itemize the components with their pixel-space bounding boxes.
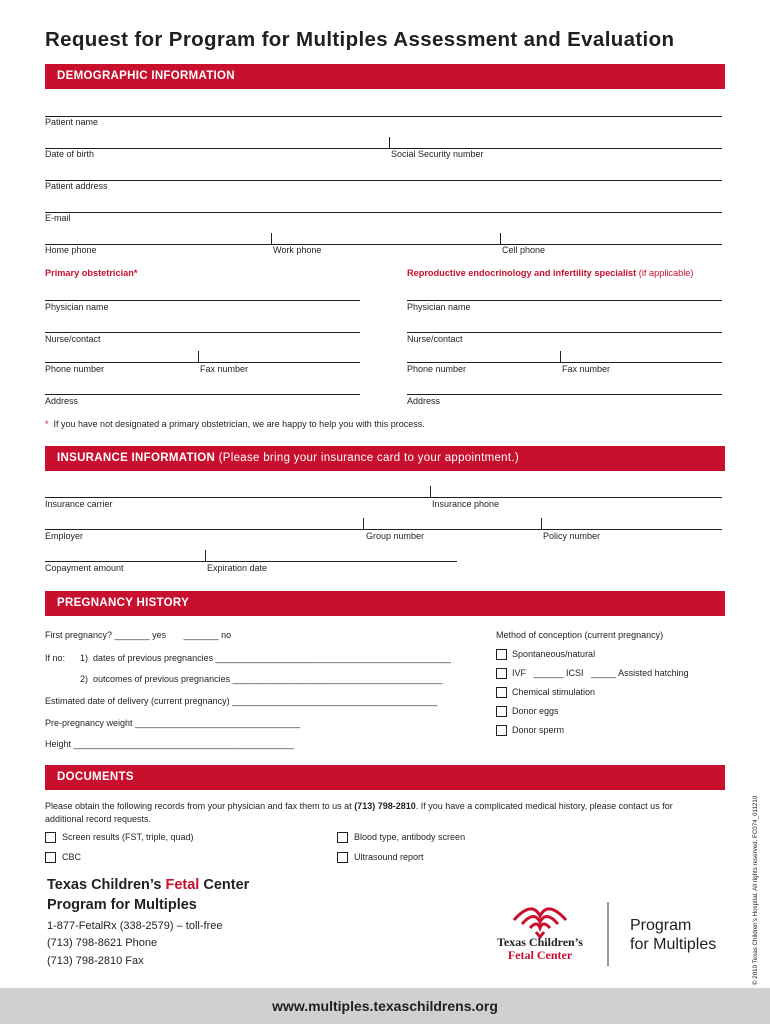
section-header-documents: DOCUMENTS	[45, 765, 725, 790]
height-field[interactable]: Height ____________________________________________	[45, 739, 294, 749]
first-pregnancy-question[interactable]: First pregnancy? _______ yes _______ no	[45, 630, 232, 640]
ob-fax-label: Fax number	[200, 364, 249, 374]
field-divider	[500, 233, 501, 244]
method-checkbox[interactable]	[496, 649, 507, 660]
section-header-pregnancy: PREGNANCY HISTORY	[45, 591, 725, 616]
document-label: Ultrasound report	[354, 852, 424, 862]
document-checkbox[interactable]	[337, 852, 348, 863]
phones-field-line[interactable]	[45, 244, 722, 245]
previous-dates-field[interactable]: 1) dates of previous pregnancies _______________________________________________	[80, 653, 451, 663]
document-label: Blood type, antibody screen	[354, 832, 466, 842]
ob-phone-label: Phone number	[45, 364, 105, 374]
ob-nurse-field[interactable]	[45, 332, 360, 333]
website-url[interactable]: www.multiples.texaschildrens.org	[272, 998, 498, 1014]
section-header-insurance: INSURANCE INFORMATION (Please bring your insurance card to your appointment.)	[45, 446, 725, 471]
rei-physician-label: Physician name	[407, 302, 471, 312]
policy-number-label: Policy number	[543, 531, 601, 541]
field-divider	[198, 351, 199, 362]
if-no-label: If no:	[45, 653, 66, 663]
rei-address-field[interactable]	[407, 394, 722, 395]
method-label: IVF ______ ICSI _____ Assisted hatching	[512, 668, 689, 678]
field-divider	[363, 518, 364, 529]
method-label: Chemical stimulation	[512, 687, 596, 697]
rei-phone-label: Phone number	[407, 364, 467, 374]
logo-wordmark: Texas Children’s Fetal Center	[497, 935, 583, 962]
page-title: Request for Program for Multiples Assessment and Evaluation	[45, 28, 675, 51]
previous-outcomes-field[interactable]: 2) outcomes of previous pregnancies __________________________________________	[80, 674, 443, 684]
employer-group-policy-field[interactable]	[45, 529, 722, 530]
ob-footnote: * If you have not designated a primary obstetrician, we are happy to help you with this process.	[45, 419, 425, 429]
email-label: E-mail	[45, 213, 71, 223]
method-checkbox[interactable]	[496, 725, 507, 736]
document-label: CBC	[62, 852, 82, 862]
field-divider	[560, 351, 561, 362]
copay-label: Copayment amount	[45, 563, 124, 573]
group-number-label: Group number	[366, 531, 425, 541]
org-name: Texas Children’s Fetal Center	[47, 877, 250, 893]
rei-address-label: Address	[407, 396, 441, 406]
ob-phone-fax-field[interactable]	[45, 362, 360, 363]
field-divider	[271, 233, 272, 244]
patient-name-field[interactable]	[45, 116, 722, 117]
email-field[interactable]	[45, 212, 722, 213]
texas-childrens-logo-icon	[500, 900, 580, 940]
expiration-label: Expiration date	[207, 563, 268, 573]
rei-fax-label: Fax number	[562, 364, 611, 374]
weight-field[interactable]: Pre-pregnancy weight _________________________________	[45, 718, 301, 728]
method-checkbox[interactable]	[496, 706, 507, 717]
section-header-demographic: DEMOGRAPHIC INFORMATION	[45, 64, 725, 89]
logo-divider	[607, 902, 609, 966]
method-checkbox[interactable]	[496, 687, 507, 698]
ob-physician-field[interactable]	[45, 300, 360, 301]
employer-label: Employer	[45, 531, 84, 541]
field-divider	[389, 137, 390, 148]
method-label: Donor sperm	[512, 725, 565, 735]
program-name: Program for Multiples	[47, 897, 197, 913]
conception-method-title: Method of conception (current pregnancy)	[496, 630, 664, 640]
document-checkbox[interactable]	[45, 832, 56, 843]
copyright-notice: © 2010 Texas Children’s Hospital. All rights reserved. FC074_011210	[752, 795, 759, 985]
ob-nurse-label: Nurse/contact	[45, 334, 101, 344]
method-label: Spontaneous/natural	[512, 649, 596, 659]
insurance-carrier-label: Insurance carrier	[45, 499, 113, 509]
fax-number: (713) 798-2810 Fax	[47, 955, 144, 967]
dob-ssn-field-line[interactable]	[45, 148, 722, 149]
primary-ob-heading: Primary obstetrician*	[45, 268, 138, 278]
insurance-carrier-phone-field[interactable]	[45, 497, 722, 498]
rei-physician-field[interactable]	[407, 300, 722, 301]
document-label: Screen results (FST, triple, quad)	[62, 832, 194, 842]
ssn-label: Social Security number	[391, 149, 484, 159]
field-divider	[205, 550, 206, 561]
rei-nurse-field[interactable]	[407, 332, 722, 333]
work-phone-label: Work phone	[273, 245, 322, 255]
field-divider	[430, 486, 431, 497]
patient-name-label: Patient name	[45, 117, 99, 127]
ob-physician-label: Physician name	[45, 302, 109, 312]
dob-label: Date of birth	[45, 149, 95, 159]
rei-phone-fax-field[interactable]	[407, 362, 722, 363]
brand-program: Program for Multiples	[630, 917, 717, 953]
patient-address-field[interactable]	[45, 180, 722, 181]
document-checkbox[interactable]	[337, 832, 348, 843]
method-label: Donor eggs	[512, 706, 559, 716]
ob-address-label: Address	[45, 396, 79, 406]
insurance-phone-label: Insurance phone	[432, 499, 500, 509]
edd-field[interactable]: Estimated date of delivery (current pregnancy) _________________________________________	[45, 696, 438, 706]
tollfree-number: 1-877-FetalRx (338-2579) – toll-free	[47, 920, 223, 932]
home-phone-label: Home phone	[45, 245, 97, 255]
rei-nurse-label: Nurse/contact	[407, 334, 463, 344]
rei-heading: Reproductive endocrinology and infertility specialist (if applicable)	[407, 268, 694, 278]
method-checkbox[interactable]	[496, 668, 507, 679]
cell-phone-label: Cell phone	[502, 245, 546, 255]
ob-address-field[interactable]	[45, 394, 360, 395]
field-divider	[541, 518, 542, 529]
phone-number: (713) 798-8621 Phone	[47, 937, 158, 949]
copay-expiration-field[interactable]	[45, 561, 457, 562]
documents-instructions: Please obtain the following records from your physician and fax them to us at (713) 798-2810. If you have a complicated medical history, please contact us for	[45, 801, 673, 811]
documents-instructions-cont: additional record requests.	[45, 814, 152, 824]
document-checkbox[interactable]	[45, 852, 56, 863]
patient-address-label: Patient address	[45, 181, 108, 191]
